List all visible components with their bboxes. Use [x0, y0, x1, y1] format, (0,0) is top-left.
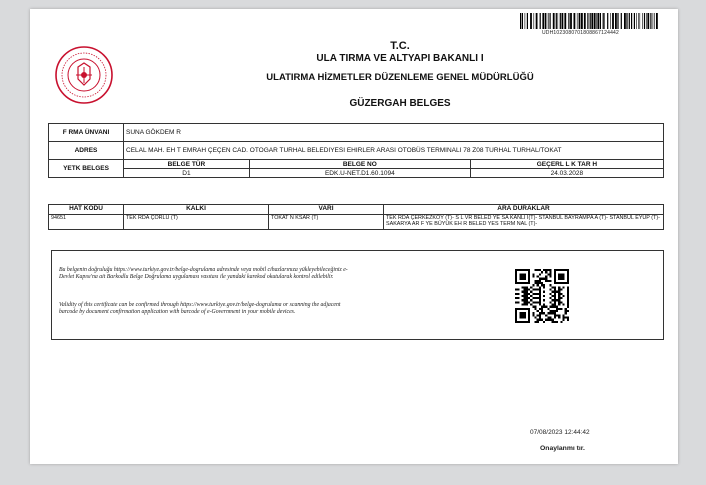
verification-text-en: Validity of this certificate can be confirmed through https://www.turkiye.gov.tr/belge-dogrulama or scanning the adjacent barcode by document confirmation application with barcode of e-Government in your mobile devices.	[59, 302, 341, 316]
certificate-label: YETK BELGES	[49, 160, 124, 178]
verification-text-tr: Bu belgenin doğruluğu https://www.turkiye.gov.tr/belge-dogrulama adresinde veya mobil cihazlarınıza yükleyebileceğiniz e-Devlet Kapısı'na ait Barkodlu Belge Doğrulama uygulaması vasıtası ile yandaki karekod okutularak kontrol edilebilir.	[59, 267, 348, 281]
certificate-page	[30, 9, 678, 464]
col-line-code: HAT KODU	[49, 205, 124, 215]
valid-until-label: GEÇERL L K TAR H	[470, 160, 663, 169]
firm-name-value: SUNA GÖKDEM R	[124, 124, 664, 142]
cert-no-label: BELGE NO	[249, 160, 470, 169]
directorate-title: ULATIRMA HİZMETLER DÜZENLEME GENEL MÜDÜRLÜĞÜ	[266, 72, 534, 83]
departure: TEK RDA ÇORLU (T)	[124, 215, 269, 230]
ministry-title: ULA TIRMA VE ALTYAPI BAKANLI I	[316, 53, 484, 64]
arrival: TOKAT N KSAR (T)	[269, 215, 384, 230]
firm-info-table	[48, 123, 664, 178]
col-arrival: VARI	[269, 205, 384, 215]
approval-status: Onaylanmı tır.	[540, 445, 585, 452]
line-code: 94651	[49, 215, 124, 230]
cert-type-label: BELGE TÜR	[124, 160, 250, 169]
country-title: T.C.	[390, 40, 410, 52]
ministry-logo-icon	[54, 45, 114, 105]
address-label: ADRES	[49, 142, 124, 160]
verification-box	[51, 250, 664, 340]
document-title: GÜZERGAH BELGES	[349, 98, 451, 109]
col-intermediate-stops: ARA DURAKLAR	[384, 205, 664, 215]
cert-no-value: EDK.U-NET.D1.60.1094	[249, 169, 470, 178]
cert-type-value: D1	[124, 169, 250, 178]
intermediate-stops: TEK RDA ÇERKEZKÖY (T)- S L VR BELED YE SA KANLI I(T)- STANBUL BAYRAMPA A (T)- STANBUL EYÜP (T)- SAKARYA AR F YE BÜYÜK EH R BELED YES TERM NAL (T)-	[384, 215, 664, 230]
firm-name-label: F RMA ÜNVANI	[49, 124, 124, 142]
document-number: UDH1023080701808867124442	[542, 30, 620, 36]
qr-code-icon[interactable]	[515, 269, 569, 323]
col-departure: KALKI	[124, 205, 269, 215]
address-value: CELAL MAH. EH T EMRAH ÇEÇEN CAD. OTOGAR TURHAL BELEDIYESI EHIRLER ARASI OTOBÜS TERMINALI 78 Z08 TURHAL TURHAL/TOKAT	[124, 142, 664, 160]
valid-until-value: 24.03.2028	[470, 169, 663, 178]
approval-datetime: 07/08/2023 12:44:42	[530, 429, 590, 436]
table-row	[49, 215, 664, 230]
route-table	[48, 204, 664, 230]
barcode-icon	[520, 13, 660, 29]
